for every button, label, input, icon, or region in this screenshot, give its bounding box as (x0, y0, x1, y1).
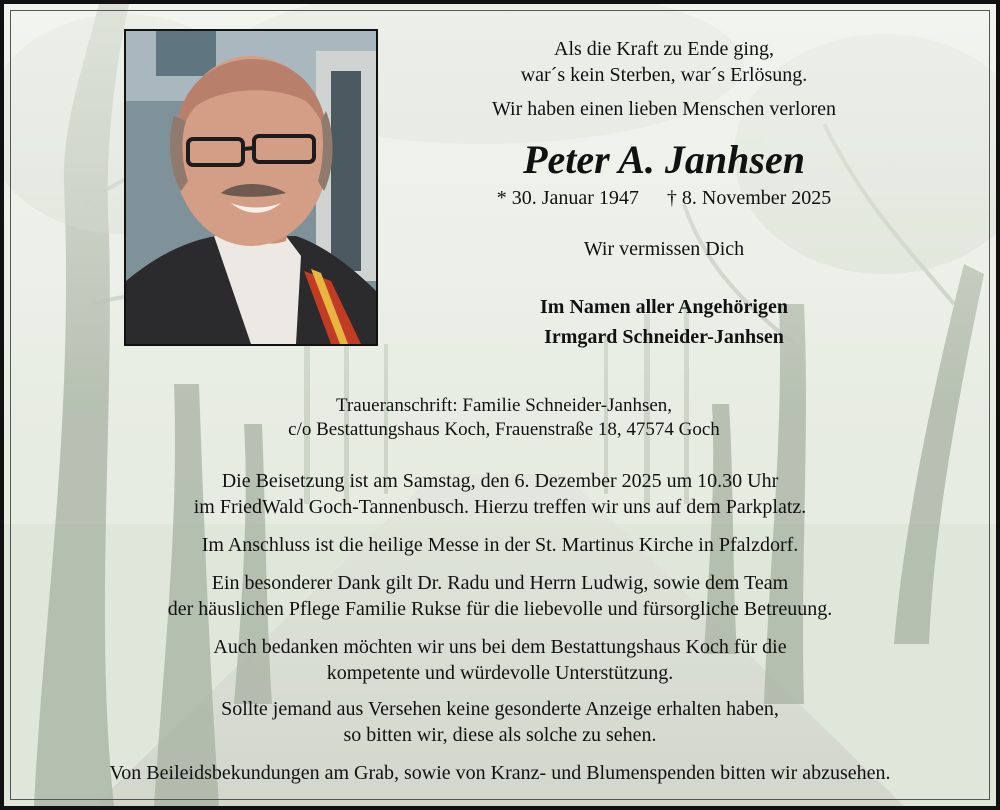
thanks-funeral-home-line-1: Auch bedanken möchten wir uns bei dem Bestattungshaus Koch für die (213, 636, 787, 658)
birth-date: * 30. Januar 1947 (496, 187, 639, 209)
thanks-funeral-home-line-2: kompetente und würdevolle Unterstützung. (326, 662, 674, 684)
thanks-line-2: der häuslichen Pflege Familie Rukse für die liebevolle und fürsorgliche Betreuung. (167, 598, 833, 620)
address-line-2: c/o Bestattungshaus Koch, Frauenstraße 18, 47574 Goch (288, 419, 720, 440)
death-date: † 8. November 2025 (666, 187, 832, 209)
farewell-line: Wir vermissen Dich (583, 238, 745, 260)
notice-line-2: so bitten wir, diese als solche zu sehen. (343, 724, 657, 746)
thanks-line-1: Ein besonderer Dank gilt Dr. Radu und Herrn Ludwig, sowie dem Team (211, 572, 789, 594)
donations-line: Von Beileidsbekundungen am Grab, sowie von Kranz- und Blumenspenden bitten wir abzusehen. (109, 762, 891, 784)
mass-line: Im Anschluss ist die heilige Messe in der St. Martinus Kirche in Pfalzdorf. (201, 534, 799, 556)
portrait-illustration (126, 31, 376, 344)
loss-statement: Wir haben einen lieben Menschen verloren (491, 98, 837, 120)
life-dates (379, 185, 949, 211)
verse-line-1: Als die Kraft zu Ende ging, (554, 38, 774, 60)
signature-line-2: Irmgard Schneider-Janhsen (544, 326, 784, 348)
burial-line-2: im FriedWald Goch-Tannenbusch. Hierzu treffen wir uns auf dem Parkplatz. (193, 496, 807, 518)
signature-line-1: Im Namen aller Angehörigen (540, 296, 788, 318)
address-line-1: Traueranschrift: Familie Schneider-Janhsen, (335, 395, 673, 416)
deceased-name: Peter A. Janhsen (523, 137, 805, 182)
notice-line-1: Sollte jemand aus Versehen keine gesonderte Anzeige erhalten haben, (221, 698, 779, 720)
portrait-photo (124, 29, 378, 346)
burial-line-1: Die Beisetzung ist am Samstag, den 6. Dezember 2025 um 10.30 Uhr (221, 470, 779, 492)
verse-line-2: war´s kein Sterben, war´s Erlösung. (520, 64, 808, 86)
